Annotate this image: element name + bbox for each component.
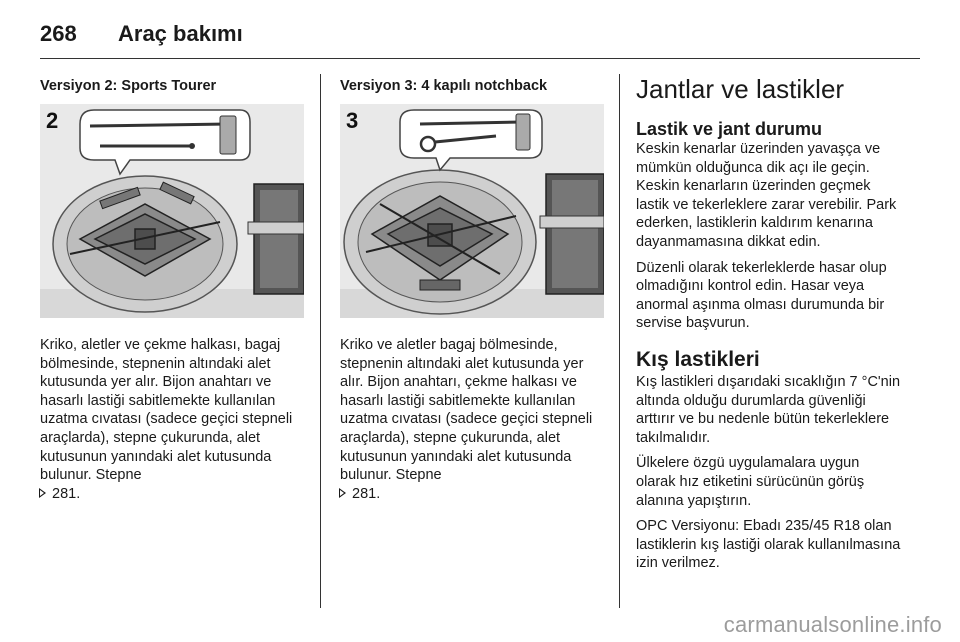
paragraph: Keskin kenarlar üzerinden yavaşça ve mümkün olduğunca dik açı ile geçin. Keskin kenarların üzerinden geçmek lastik ve tekerleklere zarar verebilir. Park ederken, lastiklerin kaldırım kenarına dayanmamasına dikkat edin. [636,141,897,250]
jack-toolbox-illustration [40,104,304,318]
column-wheels-tyres [636,76,902,573]
column-version-3 [340,76,604,503]
paragraph: OPC Versiyonu: Ebadı 235/45 R18 olan lastiklerin kış lastiği olarak kullanılmasına izin verilmez. [636,518,901,572]
subsection-title: Lastik ve jant durumu [636,119,823,139]
column-version-2 [40,76,304,503]
crossref-page: 281. [352,485,381,502]
page-header [40,14,243,54]
figure-number: 2 [46,108,59,133]
crossref-arrow-icon [340,488,347,498]
page-crossref[interactable] [40,486,80,502]
page-crossref[interactable] [340,486,380,502]
paragraph-text: Kriko, aletler ve çekme halkası, bagaj bölmesinde, stepnenin altındaki alet kutusunda yer alır. Bijon anahtarı ve hasarlı lastiği sabitlemekte kullanılan uzatma cıvatası (sadece geçici stepneli araçlarda), stepne çukurunda, alet kutusunun yanındaki alet kutusunda bulunur. Stepne [40,337,293,484]
version-heading: Versiyon 3: 4 kapılı notchback [340,78,548,94]
version-heading: Versiyon 2: Sports Tourer [40,78,217,94]
crossref-page: 281. [52,485,81,502]
jack-toolbox-illustration [340,104,604,318]
header-rule [40,58,920,59]
crossref-arrow-icon [40,488,47,498]
chapter-title: Araç bakımı [118,21,243,46]
body-text [340,336,604,503]
paragraph-text: Kriko ve aletler bagaj bölmesinde, stepnenin altındaki alet kutusunda yer alır. Bijon anahtarı, çekme halkası ve hasarlı lastiği sabitlemekte kullanılan uzatma cıvatası (sadece geçici stepneli araçlarda), stepne çukurunda, alet kutusunun yanındaki alet kutusunda bulunur. Stepne [340,337,593,484]
figure-number: 3 [346,108,359,133]
watermark: carmanualsonline.info [723,612,942,637]
page-number: 268 [40,21,77,46]
body-text [40,336,304,503]
paragraph: Düzenli olarak tekerleklerde hasar olup olmadığını kontrol edin. Hasar veya anormal aşınma olması durumunda bir servise başvurun. [636,259,887,332]
section-title: Jantlar ve lastikler [636,74,845,104]
figure-sports-tourer-toolbox [40,104,304,318]
paragraph: Ülkelere özgü uygulamalara uygun olarak hız etiketini sürücünün görüş alanına yapıştırın. [636,455,865,509]
figure-notchback-toolbox [340,104,604,318]
column-divider [320,74,321,608]
section-title-winter-tyres: Kış lastikleri [636,347,760,371]
paragraph: Kış lastikleri dışarıdaki sıcaklığın 7 °C'nin altında olduğu durumlarda güvenliği arttırır ve bu nedenle bütün tekerleklere takılmalıdır. [636,373,901,446]
column-divider [619,74,620,608]
